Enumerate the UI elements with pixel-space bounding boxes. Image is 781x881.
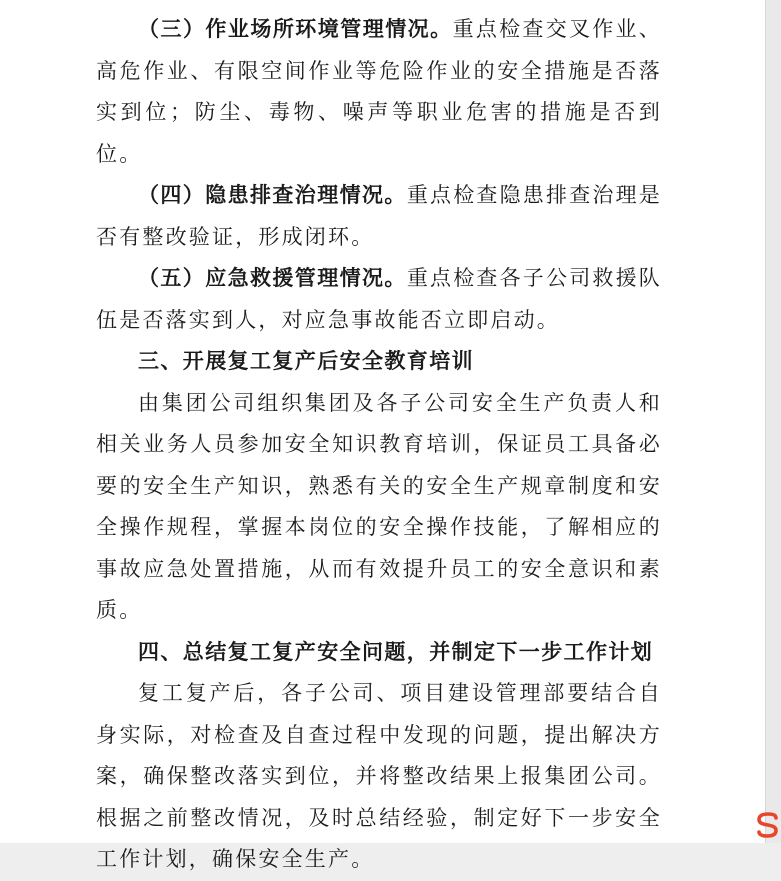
scrollbar-gutter[interactable] <box>765 0 781 843</box>
sogou-s-logo-icon[interactable] <box>756 812 780 838</box>
section-heading-safety-training: 三、开展复工复产后安全教育培训 <box>138 349 474 373</box>
document-body <box>96 9 662 881</box>
item-text-work-environment: 重点检查交叉作业、高危作业、有限空间作业等危险作业的安全措施是否落实到位；防尘、毒物、噪声等职业危害的措施是否到位。 <box>96 17 662 166</box>
section-heading-summary-plan: 四、总结复工复产安全问题，并制定下一步工作计划 <box>138 639 654 664</box>
item-lead-emergency-rescue: （五）应急救援管理情况。 <box>138 266 407 290</box>
paragraph-work-environment <box>96 9 662 175</box>
item-text-hazard-management: 重点检查隐患排查治理是否有整改验证，形成闭环。 <box>96 183 663 249</box>
paragraph-safety-training: 由集团公司组织集团及各子公司安全生产负责人和相关业务人员参加安全知识教育培训，保证员工具备必要的安全生产知识，熟悉有关的安全生产规章制度和安全操作规程，掌握本岗位的安全操作技能，了解相应的事故应急处置措施，从而有效提升员工的安全意识和素质。 <box>96 390 662 622</box>
item-lead-work-environment: （三）作业场所环境管理情况。 <box>138 17 453 41</box>
paragraph-hazard-management <box>96 175 662 258</box>
item-text-emergency-rescue: 重点检查各子公司救援队伍是否落实到人，对应急事故能否立即启动。 <box>96 266 663 332</box>
item-lead-hazard-management: （四）隐患排查治理情况。 <box>138 183 407 207</box>
paragraph-summary-plan: 复工复产后，各子公司、项目建设管理部要结合自身实际，对检查及自查过程中发现的问题，提出解决方案，确保整改落实到位，并将整改结果上报集团公司。根据之前整改情况，及时总结经验，制定好下一步安全工作计划，确保安全生产。 <box>96 681 662 871</box>
paragraph-emergency-rescue <box>96 258 662 341</box>
